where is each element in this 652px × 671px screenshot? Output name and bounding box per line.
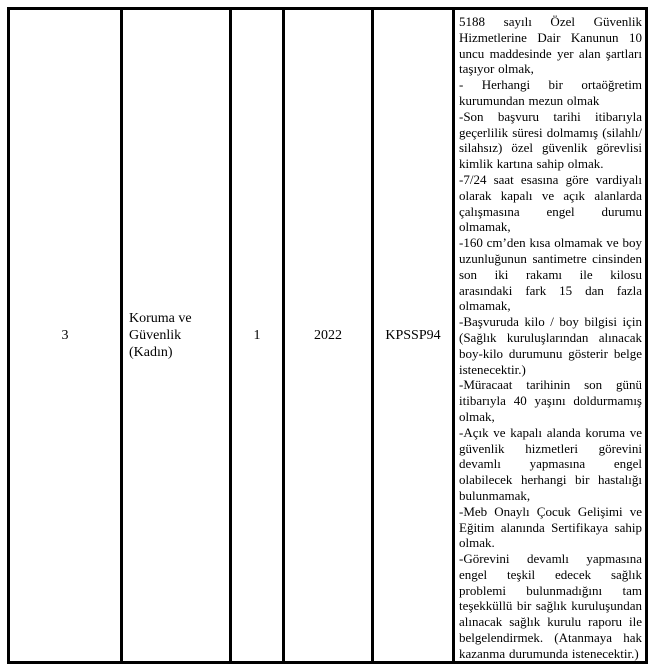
cell-kpss-yili xyxy=(285,10,374,661)
kpss-yili-value: 2022 xyxy=(314,328,342,343)
requirement-paragraph: -7/24 saat esasına göre vardiyalı olarak kapalı ve açık alanlarda çalışmasına engel durumu olmamak, xyxy=(459,171,642,235)
adet-value: 1 xyxy=(253,328,261,343)
requirement-paragraph: -160 cm’den kısa olmamak ve boy uzunluğunun santimetre cinsinden son iki rakamı ile kilosu arasındaki fark 15 dan fazla olmamak, xyxy=(459,235,642,314)
kadro-unvani-value: Koruma ve Güvenlik (Kadın) xyxy=(129,311,192,360)
requirement-paragraph: -Açık ve kapalı alanda koruma ve güvenlik hizmetleri görevini devamlı yapmasına engel olabilecek herhangi bir hastalığı bulunmamak, xyxy=(459,424,642,503)
requirement-paragraph: -Müracaat tarihinin son günü itibarıyla 40 yaşını doldurmamış olmak, xyxy=(459,377,642,424)
requirement-paragraph: 5188 sayılı Özel Güvenlik Hizmetlerine Dair Kanunun 10 uncu maddesinde yer alan şartları taşıyor olmak, xyxy=(459,14,642,77)
requirement-paragraph: -Son başvuru tarihi itibarıyla geçerlilik süresi dolmamış (silahlı/ silahsız) özel güvenlik görevlisi kimlik kartına sahip olmak. xyxy=(459,108,642,172)
requirement-paragraph: -Başvuruda kilo / boy bilgisi için (Sağlık kuruluşlarından alınacak boy-kilo durumunu gösterir belge istenecektir.) xyxy=(459,314,642,377)
cell-kadro-unvani xyxy=(123,10,232,661)
job-posting-table-row xyxy=(7,7,648,664)
sira-no-value: 3 xyxy=(61,328,69,343)
requirement-paragraph: - Herhangi bir ortaöğretim kurumundan mezun olmak xyxy=(459,77,642,108)
cell-kpss-puan-turu xyxy=(374,10,455,661)
requirement-paragraph: -Görevini devamlı yapmasına engel teşkil edecek sağlık problemi bulunmadığını tam teşekküllü bir sağlık kuruluşundan alınacak sağlık kurulu raporu ile belgelendirmek. (Atanmaya hak kazanma durumunda istenecektir.) xyxy=(459,551,642,661)
kpss-puan-turu-value: KPSSP94 xyxy=(385,328,441,343)
requirement-paragraph: -Meb Onaylı Çocuk Gelişimi ve Eğitim alanında Sertifikaya sahip olmak. xyxy=(459,503,642,551)
cell-adet xyxy=(232,10,285,661)
cell-sira-no xyxy=(10,10,123,661)
cell-aranan-sartlar xyxy=(455,10,645,661)
